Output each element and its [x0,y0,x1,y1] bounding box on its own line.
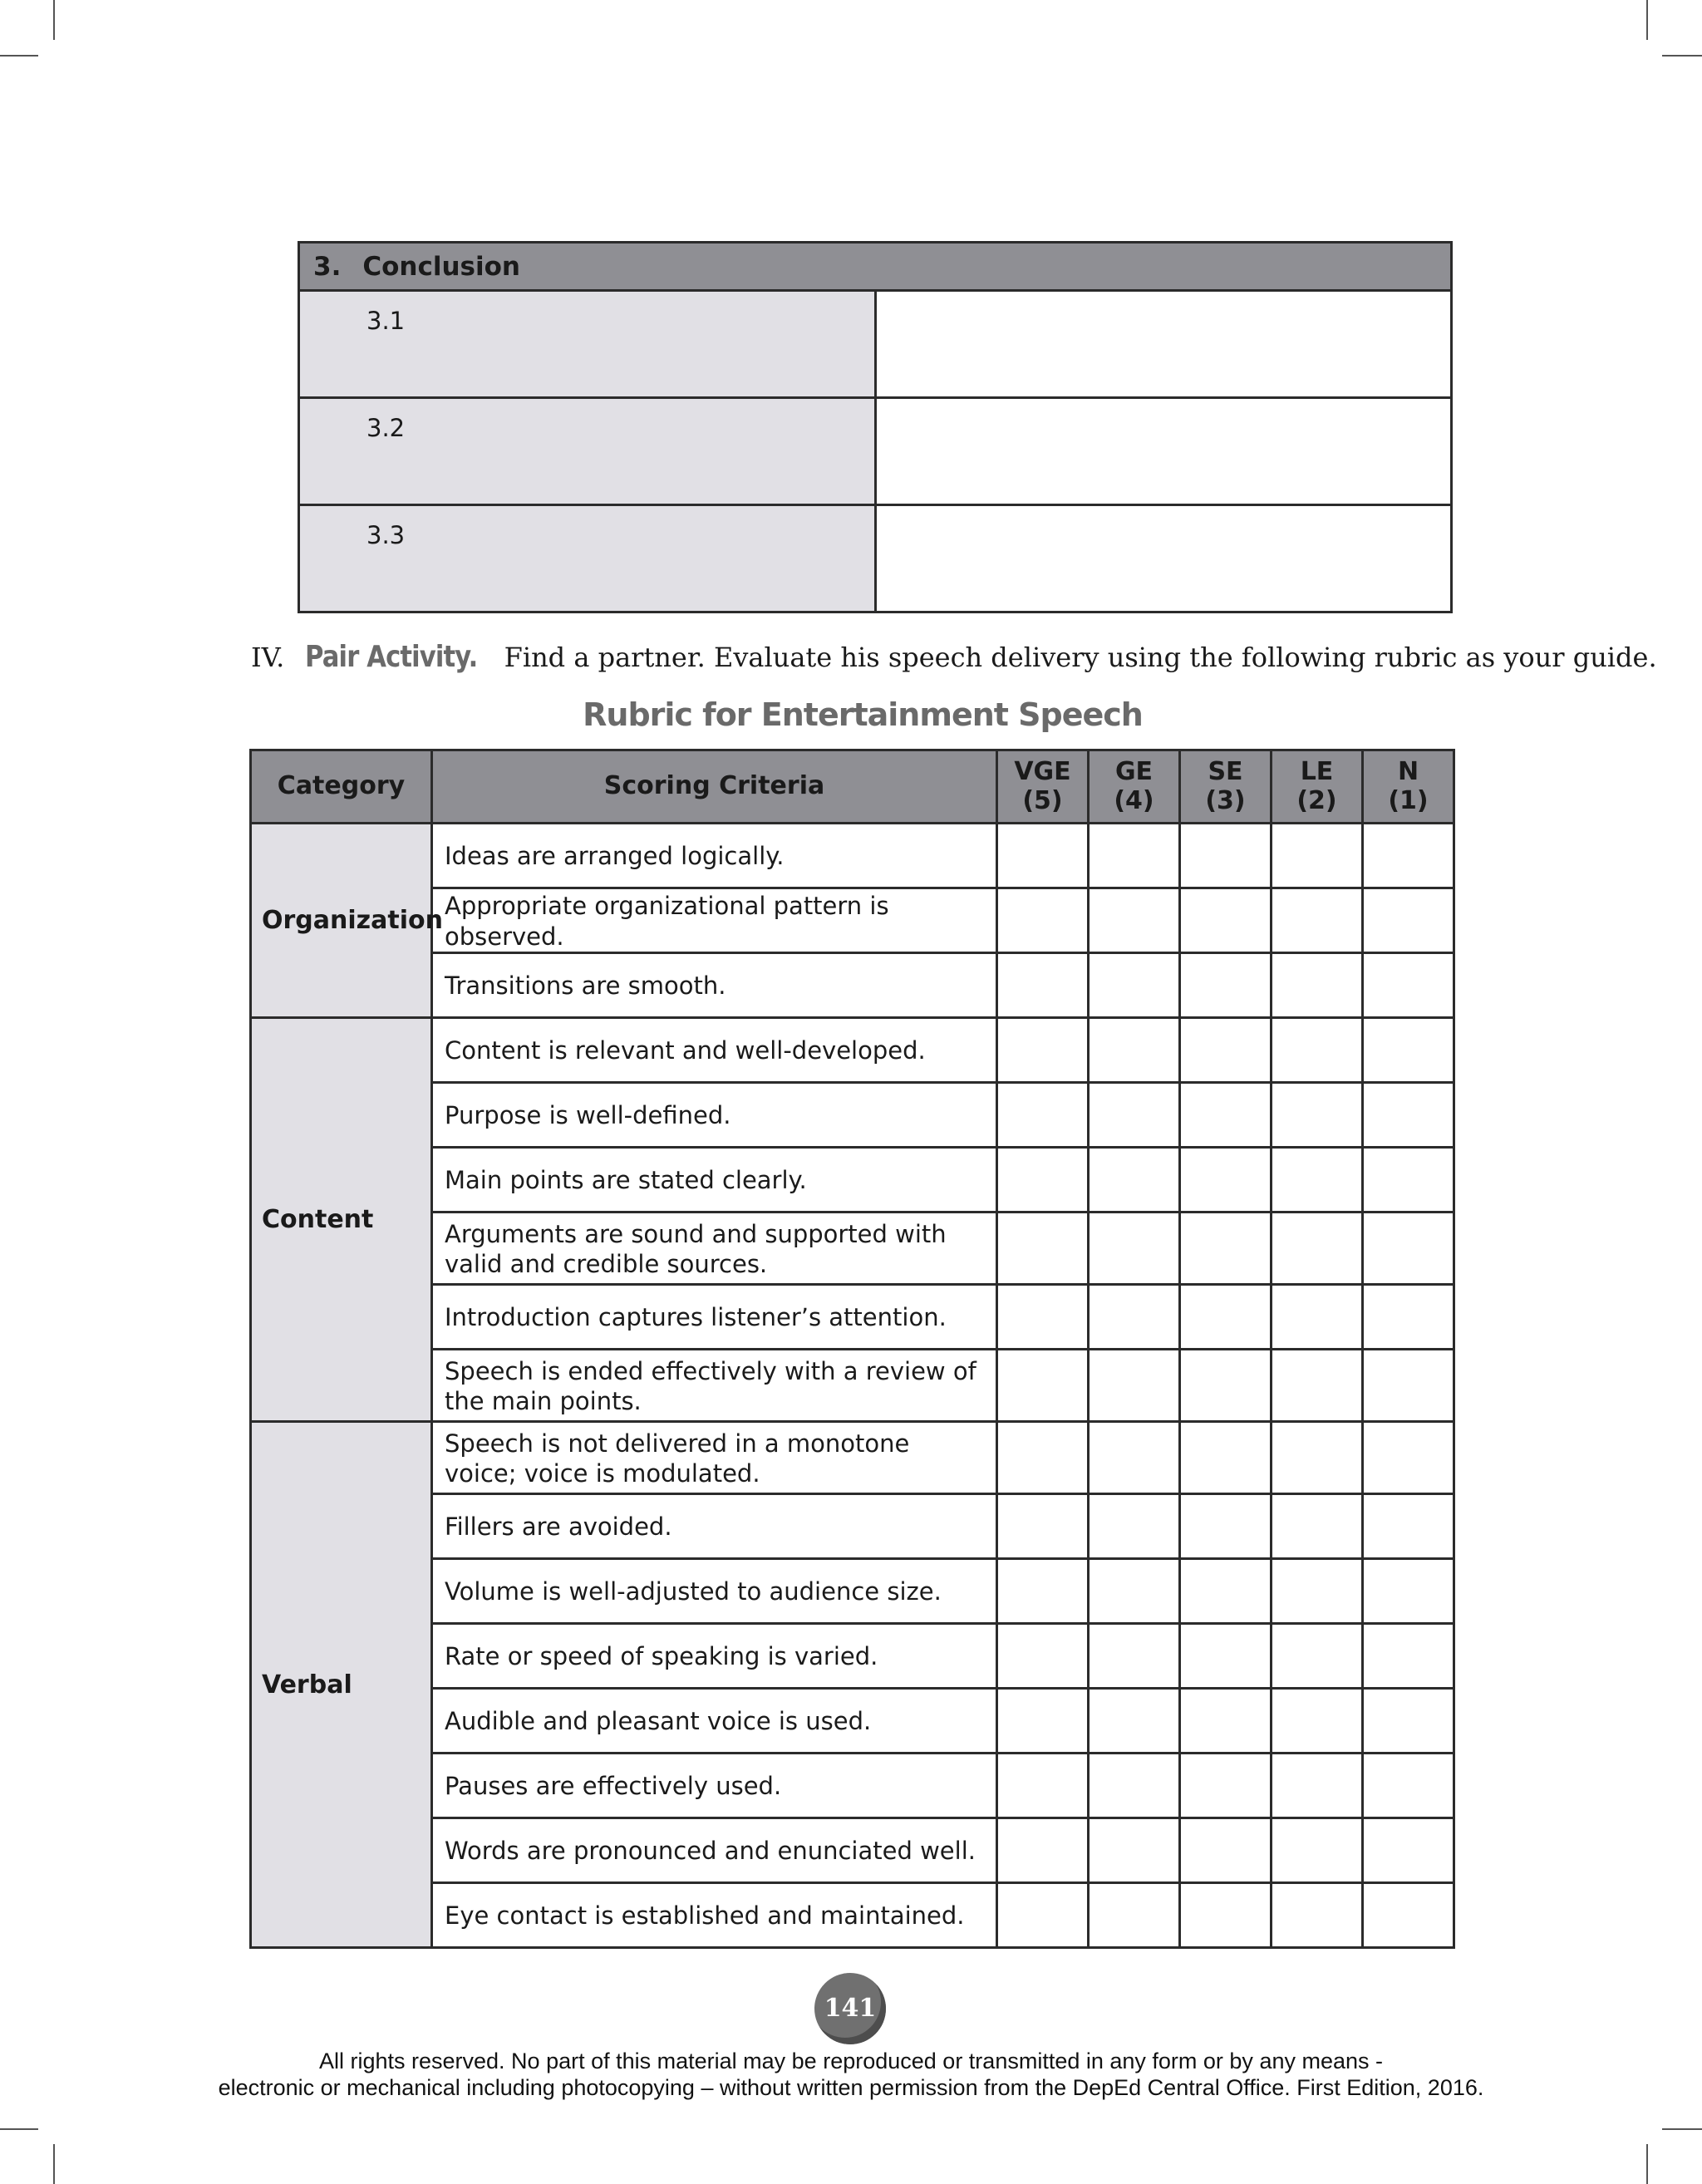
score-cell[interactable] [1180,1818,1272,1883]
score-cell[interactable] [997,1285,1089,1350]
category-verbal: Verbal [251,1422,432,1948]
score-cell[interactable] [1089,953,1180,1018]
criterion: Arguments are sound and supported with valid and credible sources. [432,1213,997,1285]
criterion: Audible and pleasant voice is used. [432,1689,997,1754]
conclusion-answer-field[interactable] [875,398,1452,505]
score-cell[interactable] [1363,953,1454,1018]
score-cell[interactable] [1272,888,1363,953]
score-cell[interactable] [1272,1213,1363,1285]
score-cell[interactable] [1363,1148,1454,1213]
score-cell[interactable] [1363,1559,1454,1624]
activity-number: IV. [251,642,285,673]
score-cell[interactable] [997,824,1089,888]
score-cell[interactable] [997,953,1089,1018]
score-cell[interactable] [1363,1422,1454,1494]
score-cell[interactable] [997,1494,1089,1559]
score-cell[interactable] [1272,1754,1363,1818]
score-cell[interactable] [997,1422,1089,1494]
score-cell[interactable] [1180,1883,1272,1948]
score-cell[interactable] [997,1018,1089,1083]
score-cell[interactable] [1180,1018,1272,1083]
score-cell[interactable] [1089,1285,1180,1350]
criterion: Rate or speed of speaking is varied. [432,1624,997,1689]
score-cell[interactable] [1089,1883,1180,1948]
criterion: Eye contact is established and maintained. [432,1883,997,1948]
score-cell[interactable] [1089,824,1180,888]
score-cell[interactable] [1363,1018,1454,1083]
conclusion-header [299,243,1452,291]
crop-mark [53,2144,55,2184]
activity-instruction: Find a partner. Evaluate his speech delivery using the following rubric as your guide. [504,642,1657,673]
header-score-vge: VGE (5) [997,750,1089,824]
criterion: Ideas are arranged logically. [432,824,997,888]
score-cell[interactable] [1272,1083,1363,1148]
conclusion-row-label: 3.1 [299,291,876,398]
crop-mark [1662,2128,1702,2130]
criterion: Appropriate organizational pattern is observed. [432,888,997,953]
category-organization: Organization [251,824,432,1018]
score-cell[interactable] [1272,1624,1363,1689]
category-content: Content [251,1018,432,1422]
copyright-line: All rights reserved. No part of this material may be reproduced or transmitted in any form or by any means - [318,2049,1384,2073]
activity-title: Pair Activity. [304,640,477,674]
conclusion-table [298,241,1453,613]
score-cell[interactable] [1180,824,1272,888]
score-cell[interactable] [1272,1689,1363,1754]
score-cell[interactable] [997,1083,1089,1148]
criterion: Speech is ended effectively with a review of the main points. [432,1350,997,1422]
score-cell[interactable] [997,1689,1089,1754]
activity-instruction-line [251,640,1657,674]
rubric-title: Rubric for Entertainment Speech [583,696,1143,733]
criterion: Content is relevant and well-developed. [432,1018,997,1083]
score-cell[interactable] [1363,888,1454,953]
score-cell[interactable] [1089,1018,1180,1083]
criterion: Volume is well-adjusted to audience size. [432,1559,997,1624]
score-cell[interactable] [1272,1818,1363,1883]
criterion: Fillers are avoided. [432,1494,997,1559]
score-cell[interactable] [1089,1559,1180,1624]
score-cell[interactable] [1180,1422,1272,1494]
copyright-line: electronic or mechanical including photocopying – without written permission from the DepEd Central Office. First Edition, 2016. [218,2075,1484,2100]
score-cell[interactable] [1272,1494,1363,1559]
score-cell[interactable] [1089,1148,1180,1213]
header-scoring-criteria: Scoring Criteria [432,750,997,824]
score-cell[interactable] [1272,1018,1363,1083]
score-cell[interactable] [997,1818,1089,1883]
criterion: Main points are stated clearly. [432,1148,997,1213]
score-cell[interactable] [1272,1422,1363,1494]
conclusion-answer-field[interactable] [875,291,1452,398]
score-cell[interactable] [1363,1494,1454,1559]
page-number: 141 [814,1973,886,2044]
score-cell[interactable] [997,1148,1089,1213]
score-cell[interactable] [997,888,1089,953]
score-cell[interactable] [1272,953,1363,1018]
score-cell[interactable] [1180,888,1272,953]
score-cell[interactable] [1180,1494,1272,1559]
score-cell[interactable] [1363,1883,1454,1948]
header-score-n: N (1) [1363,750,1454,824]
score-cell[interactable] [1089,1083,1180,1148]
score-cell[interactable] [1363,824,1454,888]
score-cell[interactable] [1180,1689,1272,1754]
score-cell[interactable] [1180,1213,1272,1285]
crop-mark [0,2128,38,2130]
score-cell[interactable] [997,1883,1089,1948]
score-cell[interactable] [1180,1148,1272,1213]
score-cell[interactable] [1089,1213,1180,1285]
header-category: Category [251,750,432,824]
score-cell[interactable] [1272,1883,1363,1948]
conclusion-row-label: 3.3 [299,505,876,612]
criterion: Pauses are effectively used. [432,1754,997,1818]
copyright-notice [0,2048,1702,2101]
conclusion-number: 3. [313,251,342,282]
crop-mark [53,0,55,40]
score-cell[interactable] [1272,1559,1363,1624]
header-score-se: SE (3) [1180,750,1272,824]
score-cell[interactable] [1089,1689,1180,1754]
crop-mark [1646,2144,1648,2184]
criterion: Speech is not delivered in a monotone voice; voice is modulated. [432,1422,997,1494]
score-cell[interactable] [1272,1148,1363,1213]
crop-mark [1646,0,1648,40]
criterion: Introduction captures listener’s attention. [432,1285,997,1350]
score-cell[interactable] [1180,1350,1272,1422]
score-cell[interactable] [1363,1754,1454,1818]
score-cell[interactable] [1180,953,1272,1018]
score-cell[interactable] [1180,1624,1272,1689]
score-cell[interactable] [997,1213,1089,1285]
score-cell[interactable] [1363,1689,1454,1754]
rubric-table [249,749,1455,1949]
score-cell[interactable] [997,1350,1089,1422]
score-cell[interactable] [997,1754,1089,1818]
score-cell[interactable] [1089,1494,1180,1559]
score-cell[interactable] [1180,1083,1272,1148]
score-cell[interactable] [1363,1285,1454,1350]
score-cell[interactable] [1363,1083,1454,1148]
score-cell[interactable] [1180,1559,1272,1624]
score-cell[interactable] [1363,1350,1454,1422]
conclusion-answer-field[interactable] [875,505,1452,612]
score-cell[interactable] [1089,1422,1180,1494]
score-cell[interactable] [1180,1754,1272,1818]
criterion: Purpose is well-defined. [432,1083,997,1148]
score-cell[interactable] [1363,1818,1454,1883]
score-cell[interactable] [997,1559,1089,1624]
score-cell[interactable] [1089,1350,1180,1422]
score-cell[interactable] [1089,1754,1180,1818]
crop-mark [0,55,38,57]
score-cell[interactable] [1363,1213,1454,1285]
score-cell[interactable] [1272,1350,1363,1422]
header-score-le: LE (2) [1272,750,1363,824]
score-cell[interactable] [1363,1624,1454,1689]
conclusion-row-label: 3.2 [299,398,876,505]
score-cell[interactable] [1089,1624,1180,1689]
criterion: Transitions are smooth. [432,953,997,1018]
score-cell[interactable] [1272,1285,1363,1350]
score-cell[interactable] [1089,888,1180,953]
score-cell[interactable] [997,1624,1089,1689]
score-cell[interactable] [1180,1285,1272,1350]
crop-mark [1662,55,1702,57]
conclusion-title: Conclusion [362,251,520,282]
score-cell[interactable] [1089,1818,1180,1883]
score-cell[interactable] [1272,824,1363,888]
header-score-ge: GE (4) [1089,750,1180,824]
criterion: Words are pronounced and enunciated well. [432,1818,997,1883]
